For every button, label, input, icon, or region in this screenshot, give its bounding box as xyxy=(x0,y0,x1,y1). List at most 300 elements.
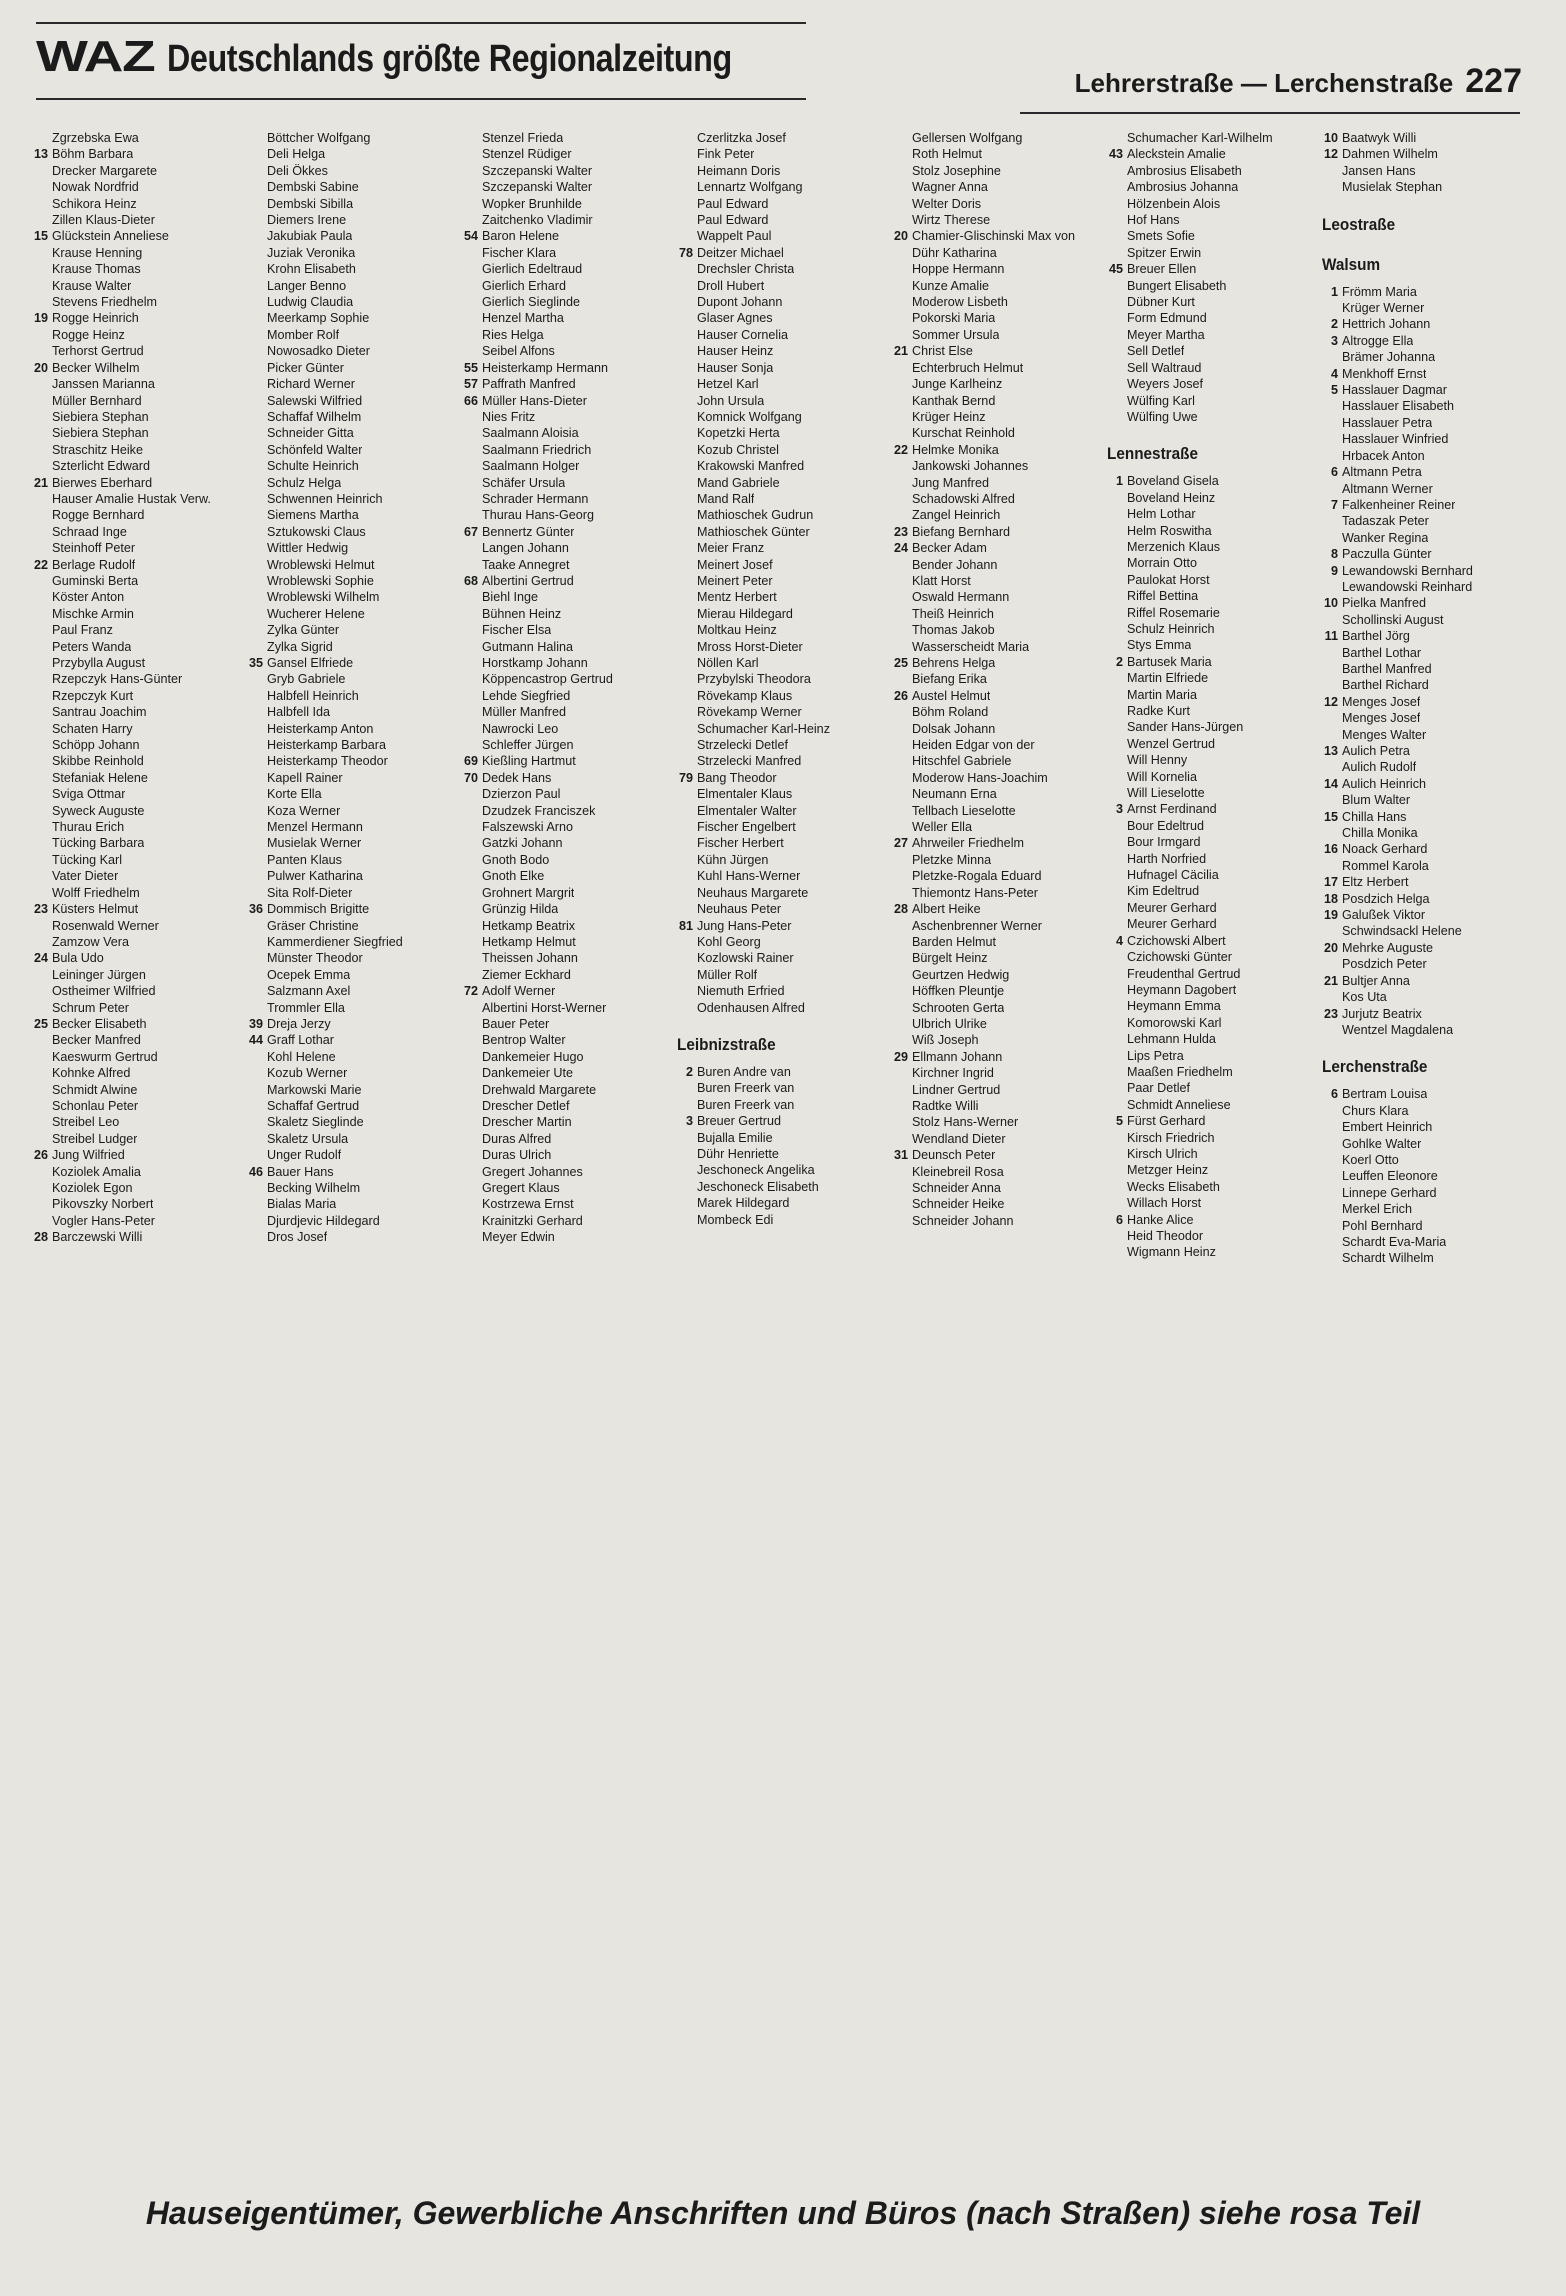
house-number xyxy=(28,704,52,720)
resident-name: Dommisch Brigitte xyxy=(267,902,370,917)
directory-entry xyxy=(1103,851,1318,867)
resident-name: Biehl Inge xyxy=(482,590,539,605)
resident-name: Koziolek Egon xyxy=(52,1181,133,1195)
directory-entry xyxy=(1318,645,1533,661)
house-number: 16 xyxy=(1323,842,1338,857)
resident-name: Krause Henning xyxy=(52,245,143,260)
house-number: 12 xyxy=(1323,694,1338,709)
resident-name: Gierlich Sieglinde xyxy=(482,295,581,310)
directory-entry xyxy=(458,491,673,507)
directory-entry xyxy=(458,278,673,294)
directory-entry xyxy=(1318,743,1533,759)
resident-name: Becking Wilhelm xyxy=(267,1181,361,1195)
directory-entry xyxy=(28,1131,243,1147)
house-number: 81 xyxy=(678,918,693,933)
house-number: 20 xyxy=(1323,940,1338,955)
house-number xyxy=(458,130,482,146)
house-number xyxy=(1103,818,1127,834)
resident-name: Lewandowski Bernhard xyxy=(1342,563,1473,578)
house-number xyxy=(243,573,267,589)
directory-entry xyxy=(243,130,458,146)
resident-name: Gryb Gabriele xyxy=(267,672,346,687)
directory-entry xyxy=(458,770,673,786)
directory-entry xyxy=(1103,179,1318,195)
resident-name: Mross Horst-Dieter xyxy=(697,639,803,654)
directory-entry xyxy=(1318,989,1533,1005)
resident-name: Grünzig Hilda xyxy=(482,902,559,917)
resident-name: Freudenthal Gertrud xyxy=(1127,966,1241,981)
resident-name: Aulich Heinrich xyxy=(1342,776,1426,791)
house-number xyxy=(28,425,52,441)
directory-entry xyxy=(888,606,1103,622)
directory-entry xyxy=(1318,481,1533,497)
directory-entry xyxy=(28,983,243,999)
house-number xyxy=(243,803,267,819)
house-number xyxy=(28,163,52,179)
resident-name: Dankemeier Ute xyxy=(482,1066,573,1081)
street-heading: Leostraße xyxy=(1322,214,1396,234)
house-number xyxy=(888,983,912,999)
resident-name: Hetkamp Beatrix xyxy=(482,918,576,933)
house-number xyxy=(458,835,482,851)
directory-entry xyxy=(458,721,673,737)
resident-name: Linnepe Gerhard xyxy=(1342,1185,1437,1200)
directory-entry xyxy=(673,360,888,376)
resident-name: Kozub Christel xyxy=(697,442,779,457)
house-number xyxy=(888,1213,912,1229)
directory-entry xyxy=(673,1000,888,1016)
street-range-header xyxy=(1075,62,1522,101)
directory-entry xyxy=(1318,316,1533,332)
directory-entry xyxy=(1103,393,1318,409)
resident-name: Vogler Hans-Peter xyxy=(52,1213,155,1228)
directory-entry xyxy=(28,868,243,884)
house-number xyxy=(1103,949,1127,965)
resident-name: Heymann Dagobert xyxy=(1127,982,1237,997)
directory-entry xyxy=(673,196,888,212)
directory-entry xyxy=(673,1113,888,1129)
directory-entry xyxy=(1318,595,1533,611)
directory-entry xyxy=(1318,497,1533,513)
resident-name: Biefang Erika xyxy=(912,672,987,687)
resident-name: Hitschfel Gabriele xyxy=(912,754,1012,769)
resident-name: Seibel Alfons xyxy=(482,344,555,359)
resident-name: Gräser Christine xyxy=(267,918,359,933)
directory-entry xyxy=(1103,294,1318,310)
resident-name: Fischer Engelbert xyxy=(697,820,796,835)
house-number xyxy=(458,589,482,605)
directory-entry xyxy=(673,1146,888,1162)
resident-name: Skaletz Ursula xyxy=(267,1131,349,1146)
resident-name: Bertram Louisa xyxy=(1342,1087,1428,1102)
resident-name: Rogge Heinrich xyxy=(52,311,139,326)
directory-entry xyxy=(888,1147,1103,1163)
directory-entry xyxy=(888,1114,1103,1130)
house-number xyxy=(888,885,912,901)
resident-name: Lehde Siegfried xyxy=(482,688,571,703)
directory-entry xyxy=(888,1049,1103,1065)
directory-entry xyxy=(243,606,458,622)
directory-entry xyxy=(888,934,1103,950)
house-number xyxy=(28,1082,52,1098)
directory-entry xyxy=(458,1098,673,1114)
house-number xyxy=(1103,179,1127,195)
resident-name: Wittler Hedwig xyxy=(267,541,349,556)
house-number xyxy=(28,803,52,819)
resident-name: Jeschoneck Elisabeth xyxy=(697,1179,819,1194)
house-number xyxy=(1103,883,1127,899)
directory-entry xyxy=(888,245,1103,261)
house-number: 9 xyxy=(1330,563,1338,578)
house-number xyxy=(888,261,912,277)
directory-entry xyxy=(28,1164,243,1180)
house-number xyxy=(28,343,52,359)
resident-name: Schulz Heinrich xyxy=(1127,621,1215,636)
house-number xyxy=(1318,1234,1342,1250)
resident-name: Wülfing Karl xyxy=(1127,393,1195,408)
house-number xyxy=(28,491,52,507)
house-number xyxy=(458,1016,482,1032)
house-number xyxy=(673,901,697,917)
directory-entry xyxy=(888,491,1103,507)
directory-entry xyxy=(673,934,888,950)
directory-entry xyxy=(888,524,1103,540)
resident-name: Hufnagel Cäcilia xyxy=(1127,868,1219,883)
resident-name: Heiden Edgar von der xyxy=(912,738,1035,753)
resident-name: Sviga Ottmar xyxy=(52,787,126,802)
house-number xyxy=(243,425,267,441)
resident-name: Paczulla Günter xyxy=(1342,547,1432,562)
resident-name: Radtke Willi xyxy=(912,1098,979,1113)
house-number xyxy=(458,901,482,917)
house-number xyxy=(1318,612,1342,628)
house-number xyxy=(458,540,482,556)
directory-entry xyxy=(673,950,888,966)
resident-name: Schadowski Alfred xyxy=(912,491,1015,506)
house-number xyxy=(1103,736,1127,752)
resident-name: Dros Josef xyxy=(267,1230,328,1245)
resident-name: Schneider Heike xyxy=(912,1197,1005,1212)
house-number xyxy=(243,491,267,507)
directory-entry xyxy=(1103,1244,1318,1260)
directory-entry xyxy=(243,360,458,376)
resident-name: Salzmann Axel xyxy=(267,984,351,999)
header-bottom-rule xyxy=(36,98,806,100)
directory-entry xyxy=(1318,1022,1533,1038)
house-number xyxy=(673,163,697,179)
resident-name: Altmann Werner xyxy=(1342,481,1433,496)
resident-name: Jung Hans-Peter xyxy=(697,918,792,933)
resident-name: Hanke Alice xyxy=(1127,1212,1194,1227)
house-number xyxy=(673,967,697,983)
house-number xyxy=(28,918,52,934)
directory-entry xyxy=(1103,360,1318,376)
house-number xyxy=(1103,982,1127,998)
directory-entry xyxy=(243,918,458,934)
directory-entry xyxy=(1103,769,1318,785)
resident-name: Berlage Rudolf xyxy=(52,557,136,572)
directory-entry xyxy=(1103,506,1318,522)
directory-entry xyxy=(888,327,1103,343)
resident-name: Wroblewski Wilhelm xyxy=(267,590,380,605)
house-number xyxy=(243,1180,267,1196)
house-number xyxy=(673,327,697,343)
house-number xyxy=(1318,1201,1342,1217)
house-number xyxy=(673,573,697,589)
directory-entry xyxy=(243,1032,458,1048)
directory-entry xyxy=(458,360,673,376)
directory-entry xyxy=(1318,179,1533,195)
house-number xyxy=(458,934,482,950)
house-number xyxy=(458,1164,482,1180)
house-number xyxy=(673,179,697,195)
directory-entry xyxy=(1318,398,1533,414)
resident-name: Menkhoff Ernst xyxy=(1342,366,1427,381)
house-number xyxy=(1103,572,1127,588)
directory-entry xyxy=(1318,146,1533,162)
directory-entry xyxy=(243,1016,458,1032)
house-number xyxy=(1103,785,1127,801)
resident-name: Rosenwald Werner xyxy=(52,918,159,933)
directory-entry xyxy=(28,819,243,835)
resident-name: Heisterkamp Anton xyxy=(267,721,374,736)
house-number xyxy=(1103,1228,1127,1244)
directory-entry xyxy=(673,885,888,901)
resident-name: Hauser Cornelia xyxy=(697,327,788,342)
resident-name: Will Kornelia xyxy=(1127,769,1197,784)
resident-name: Siemens Martha xyxy=(267,508,359,523)
resident-name: Kohnke Alfred xyxy=(52,1066,131,1081)
directory-entry xyxy=(28,950,243,966)
resident-name: Trommler Ella xyxy=(267,1000,345,1015)
house-number xyxy=(243,1000,267,1016)
directory-entry xyxy=(1103,310,1318,326)
resident-name: Rogge Heinz xyxy=(52,327,125,342)
house-number: 68 xyxy=(463,573,478,588)
house-number xyxy=(458,622,482,638)
house-number xyxy=(1318,1218,1342,1234)
house-number xyxy=(888,1131,912,1147)
house-number xyxy=(1318,530,1342,546)
directory-entry xyxy=(673,1162,888,1178)
resident-name: Niemuth Erfried xyxy=(697,984,785,999)
resident-name: Meier Franz xyxy=(697,541,765,556)
resident-name: Geurtzen Hedwig xyxy=(912,967,1010,982)
directory-entry xyxy=(888,442,1103,458)
resident-name: Szczepanski Walter xyxy=(482,163,593,178)
resident-name: Barden Helmut xyxy=(912,934,996,949)
directory-entry xyxy=(28,704,243,720)
directory-entry xyxy=(888,507,1103,523)
house-number xyxy=(458,1213,482,1229)
directory-entry xyxy=(888,770,1103,786)
house-number xyxy=(28,835,52,851)
directory-entry xyxy=(1103,245,1318,261)
house-number xyxy=(673,1212,697,1228)
resident-name: Kozlowski Rainer xyxy=(697,951,794,966)
resident-name: Falkenheiner Reiner xyxy=(1342,497,1456,512)
resident-name: Elmentaler Klaus xyxy=(697,787,793,802)
resident-name: Rommel Karola xyxy=(1342,858,1429,873)
house-number xyxy=(1103,719,1127,735)
house-number xyxy=(458,310,482,326)
directory-entry xyxy=(673,1064,888,1080)
house-number xyxy=(1318,398,1342,414)
resident-name: Sell Detlef xyxy=(1127,344,1185,359)
house-number xyxy=(458,146,482,162)
directory-entry xyxy=(1103,163,1318,179)
house-number xyxy=(28,885,52,901)
house-number xyxy=(1103,555,1127,571)
directory-entry xyxy=(458,163,673,179)
directory-entry xyxy=(243,1213,458,1229)
house-number xyxy=(888,327,912,343)
directory-entry xyxy=(673,557,888,573)
directory-entry xyxy=(28,146,243,162)
house-number xyxy=(28,196,52,212)
directory-entry xyxy=(243,540,458,556)
directory-entry xyxy=(1318,464,1533,480)
house-number xyxy=(888,1000,912,1016)
resident-name: Dankemeier Hugo xyxy=(482,1049,584,1064)
resident-name: Rzepczyk Hans-Günter xyxy=(52,672,183,687)
directory-entry xyxy=(673,1080,888,1096)
resident-name: Neumann Erna xyxy=(912,787,997,802)
resident-name: Arnst Ferdinand xyxy=(1127,802,1217,817)
directory-entry xyxy=(673,737,888,753)
resident-name: Dolsak Johann xyxy=(912,721,996,736)
house-number xyxy=(28,130,52,146)
resident-name: Koza Werner xyxy=(267,803,341,818)
house-number xyxy=(28,573,52,589)
directory-entry xyxy=(1103,687,1318,703)
house-number xyxy=(243,212,267,228)
resident-name: Drescher Martin xyxy=(482,1115,572,1130)
directory-entry xyxy=(673,1195,888,1211)
directory-entry xyxy=(1103,1113,1318,1129)
directory-column xyxy=(1318,130,1533,2160)
directory-entry xyxy=(673,1212,888,1228)
resident-name: Dupont Johann xyxy=(697,295,783,310)
directory-entry xyxy=(1103,818,1318,834)
resident-name: Saalmann Aloisia xyxy=(482,426,579,441)
house-number xyxy=(458,1032,482,1048)
resident-name: Stenzel Frieda xyxy=(482,131,564,145)
directory-entry xyxy=(243,1147,458,1163)
house-number xyxy=(1318,1152,1342,1168)
directory-entry xyxy=(1318,1136,1533,1152)
house-number xyxy=(1318,300,1342,316)
resident-name: Tücking Barbara xyxy=(52,836,145,851)
house-number: 26 xyxy=(893,688,908,703)
directory-entry xyxy=(1103,670,1318,686)
directory-entry xyxy=(888,1032,1103,1048)
house-number xyxy=(1318,956,1342,972)
house-number xyxy=(28,671,52,687)
resident-name: Schaffaf Gertrud xyxy=(267,1098,360,1113)
resident-name: Boveland Heinz xyxy=(1127,490,1216,505)
house-number xyxy=(888,393,912,409)
resident-name: Siebiera Stephan xyxy=(52,426,149,441)
resident-name: Mand Gabriele xyxy=(697,475,780,490)
house-number xyxy=(673,228,697,244)
directory-entry xyxy=(458,1065,673,1081)
resident-name: Schrum Peter xyxy=(52,1000,129,1015)
resident-name: Stolz Hans-Werner xyxy=(912,1115,1019,1130)
resident-name: Langen Johann xyxy=(482,541,569,556)
resident-name: Dembski Sabine xyxy=(267,180,359,195)
directory-entry xyxy=(1318,973,1533,989)
directory-entry xyxy=(1103,1015,1318,1031)
resident-name: Albertini Horst-Werner xyxy=(482,1000,607,1015)
house-number xyxy=(1103,1064,1127,1080)
resident-name: Kos Uta xyxy=(1342,990,1387,1005)
directory-entry xyxy=(458,983,673,999)
directory-entry xyxy=(28,671,243,687)
resident-name: Strzelecki Detlef xyxy=(697,738,788,753)
resident-name: Blum Walter xyxy=(1342,793,1411,808)
house-number: 5 xyxy=(1115,1114,1123,1129)
directory-entry xyxy=(1103,212,1318,228)
directory-entry xyxy=(243,1229,458,1245)
directory-entry xyxy=(1318,628,1533,644)
resident-name: Kleinebreil Rosa xyxy=(912,1164,1004,1179)
resident-name: Heisterkamp Hermann xyxy=(482,360,608,375)
house-number xyxy=(673,540,697,556)
resident-name: Skaletz Sieglinde xyxy=(267,1115,364,1130)
directory-entry xyxy=(28,163,243,179)
house-number xyxy=(28,278,52,294)
house-number xyxy=(243,721,267,737)
resident-name: Krüger Heinz xyxy=(912,409,986,424)
resident-name: Hasslauer Elisabeth xyxy=(1342,399,1455,414)
house-number xyxy=(28,1213,52,1229)
directory-entry xyxy=(1318,891,1533,907)
directory-entry xyxy=(28,835,243,851)
house-number xyxy=(1103,196,1127,212)
house-number xyxy=(28,1196,52,1212)
house-number xyxy=(1103,393,1127,409)
resident-name: Paffrath Manfred xyxy=(482,377,576,392)
directory-entry xyxy=(888,360,1103,376)
resident-name: Wopker Brunhilde xyxy=(482,196,582,211)
house-number: 5 xyxy=(1330,383,1338,398)
resident-name: Klatt Horst xyxy=(912,573,971,588)
house-number xyxy=(28,540,52,556)
house-number xyxy=(28,261,52,277)
resident-name: Zylka Günter xyxy=(267,623,340,638)
house-number xyxy=(243,146,267,162)
resident-name: Heimann Doris xyxy=(697,163,781,178)
house-number xyxy=(1103,163,1127,179)
resident-name: Sell Waltraud xyxy=(1127,360,1202,375)
house-number: 67 xyxy=(463,524,478,539)
house-number xyxy=(28,819,52,835)
directory-entry xyxy=(243,196,458,212)
house-number xyxy=(28,393,52,409)
resident-name: Jung Manfred xyxy=(912,475,990,490)
directory-entry xyxy=(243,146,458,162)
resident-name: Schäfer Ursula xyxy=(482,475,566,490)
resident-name: Barthel Manfred xyxy=(1342,661,1432,676)
directory-entry xyxy=(888,688,1103,704)
directory-entry xyxy=(1103,949,1318,965)
house-number xyxy=(28,1180,52,1196)
house-number xyxy=(673,261,697,277)
resident-name: Heid Theodor xyxy=(1127,1229,1204,1243)
directory-entry xyxy=(1318,841,1533,857)
house-number xyxy=(1103,506,1127,522)
